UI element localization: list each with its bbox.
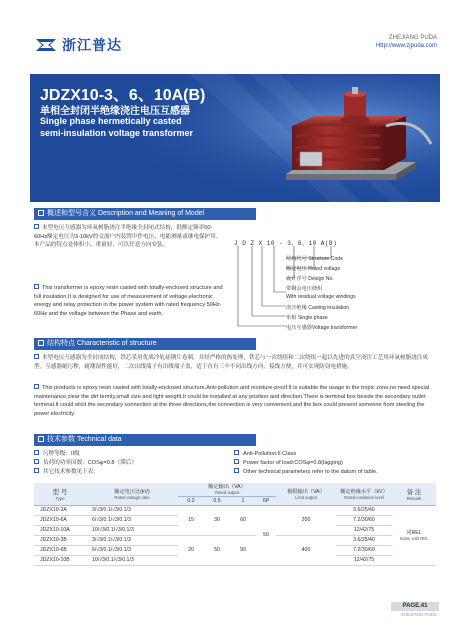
col-header-limit: 极限输出（VA） Limit output bbox=[276, 483, 336, 505]
logo-mark-icon bbox=[34, 35, 58, 55]
designation-code: J D Z X 10 - 3、6、10 A(B) bbox=[234, 240, 338, 247]
product-title-en-1: Single phase hermetically casted bbox=[40, 116, 182, 126]
company-info bbox=[376, 34, 437, 50]
tech-item-cn: 负荷的功率因数：COSφ=0.8（滞后） bbox=[43, 460, 137, 466]
designation-label: 带剩余电压绕组 bbox=[286, 286, 323, 292]
product-title-cn: 单相全封闭半绝缘浇注电压互感器 bbox=[40, 106, 190, 117]
company-logo bbox=[34, 34, 124, 56]
cell-limit: 400 bbox=[276, 535, 336, 565]
section-title-overview: 概述和型号含义 Description and Meaning of Model bbox=[47, 210, 205, 217]
cell-ratio: 6/√3/0.1/√3/0.1/3 bbox=[86, 545, 178, 555]
title-banner bbox=[30, 74, 440, 202]
accuracy-class: 0.2 bbox=[178, 496, 204, 505]
tech-item-en: Power factor of load:COSφ=0.8(lagging) bbox=[243, 460, 343, 466]
structure-en: This products is epoxy resin casted with totally-enclosed structure.Anti-pollution and moisture-proof.It is suitable the usage in the tropic zone,no need special maintenance,clear the dirt termly,small size and light weight.It could be installed at any position and direction.There is terminal box beside the secondary outlet terminal.It could elicit the secondary connection at the three directions,the connection is very convenient,and the box could present someone from steeling the power electricity. bbox=[34, 385, 430, 417]
cell-type: JDZX10-10A bbox=[34, 525, 86, 535]
cell-output-05: 50 bbox=[204, 535, 230, 565]
cell-remark: 同REL Same with REL bbox=[392, 505, 436, 565]
section-title-structure: 结构特点 Characteristic of structure bbox=[47, 340, 157, 347]
cell-ratio: 3/√3/0.1/√3/0.1/3 bbox=[86, 535, 178, 545]
cell-output-1: 60 bbox=[230, 505, 256, 535]
cell-insulation: 7.2/30/60 bbox=[336, 545, 392, 555]
section-bullet-icon bbox=[38, 436, 44, 442]
cell-ratio: 3/√3/0.1/√3/0.1/3 bbox=[86, 505, 178, 515]
cell-output-1: 90 bbox=[230, 535, 256, 565]
col-header-output: 额定输出（VA） Rated output bbox=[178, 483, 276, 496]
overview-en: This transformer is epoxy resin casted with totally-enclosed structure and full insulation.It is designed for use of measurement of voltage,electronic energy and relay protection in the power system with rated frequency 50Hz-60Hz and the voltage between the Phase and earth. bbox=[34, 285, 223, 317]
bullet-square-icon bbox=[234, 459, 239, 464]
cell-insulation: 3.6/25/40 bbox=[336, 505, 392, 515]
cell-output-02: 20 bbox=[178, 535, 204, 565]
cell-type: JDZX10-3A bbox=[34, 505, 86, 515]
product-model-title: JDZX10-3、6、10A(B) bbox=[40, 87, 206, 104]
structure-text-cn bbox=[34, 354, 436, 371]
technical-list-cn bbox=[34, 450, 137, 477]
cell-type: JDZX10-3B bbox=[34, 535, 86, 545]
product-title-en-2: semi-insulation voltage transformer bbox=[40, 128, 194, 138]
overview-text-cn bbox=[34, 224, 224, 250]
section-header-technical bbox=[34, 434, 256, 446]
accuracy-class: 6P bbox=[256, 496, 276, 505]
designation-label: With residual voltage windings bbox=[286, 294, 356, 300]
cell-insulation: 12/42/75 bbox=[336, 525, 392, 535]
tech-item-en: Anti-Pollution:II Class bbox=[243, 451, 297, 457]
bullet-square-icon bbox=[34, 284, 39, 289]
cell-insulation: 3.6/25/40 bbox=[336, 535, 392, 545]
cell-type: JDZX10-6A bbox=[34, 515, 86, 525]
col-header-type: 型 号 Type bbox=[34, 483, 86, 505]
col-header-insulation: 额定绝缘水平（kV） Rated insulation level bbox=[336, 483, 392, 505]
accuracy-class: 0.5 bbox=[204, 496, 230, 505]
bullet-square-icon bbox=[234, 450, 239, 455]
page-number: PAGE.41 bbox=[391, 602, 439, 611]
company-name: ZHEJIANG PUDA bbox=[388, 35, 437, 41]
bullet-square-icon bbox=[234, 468, 239, 473]
designation-label: 额定电压 Rated voltage bbox=[286, 266, 341, 272]
designation-label: 单相 Single phase bbox=[286, 315, 328, 321]
overview-cn: 本型电压互感器为环氧树脂浇注半绝缘全封闭式结构，供额定频率50-60Hz额定电压为3-10kV的交流户内装置中作电压、电能测量或继电保护用。本产品的特点是体积小、重量轻，可以任意方向安装。 bbox=[34, 225, 222, 249]
section-header-overview bbox=[34, 208, 256, 220]
designation-label: 结构代号 Structure Code bbox=[286, 256, 344, 262]
cell-insulation: 7.2/30/60 bbox=[336, 515, 392, 525]
bullet-square-icon bbox=[34, 354, 39, 359]
footer-company: ZHEJIANG PUDA bbox=[400, 612, 437, 617]
cell-ratio: 10/√3/0.1/√3/0.1/3 bbox=[86, 555, 178, 565]
cell-ratio: 10/√3/0.1/√3/0.1/3 bbox=[86, 525, 178, 535]
bullet-square-icon bbox=[34, 468, 39, 473]
transformer-product-image bbox=[266, 86, 440, 192]
bullet-square-icon bbox=[34, 450, 39, 455]
table-row bbox=[34, 505, 436, 515]
structure-text-en bbox=[34, 384, 436, 418]
bullet-square-icon bbox=[34, 224, 39, 229]
bullet-square-icon bbox=[34, 384, 39, 389]
section-bullet-icon bbox=[38, 340, 44, 346]
technical-data-table bbox=[34, 483, 436, 566]
col-header-remark: 备 注 Remark bbox=[392, 483, 436, 505]
accuracy-class: 1 bbox=[230, 496, 256, 505]
cell-insulation: 12/42/75 bbox=[336, 555, 392, 565]
structure-cn: 本型电压互感器为全封闭结构，铁芯采用优质冷轧硅钢片卷制，并经严格的热处理，铁芯与一次绕组和二次绕组一起以先进的真空浇注工艺用环氧树脂浇注成型。互感器耐污秽，耐潮湿性能好，二次出线端子有出线端子盖，适于直有三个不同出线方向，接线方便，并可实现防窃电措施。 bbox=[34, 355, 428, 370]
bullet-square-icon bbox=[34, 459, 39, 464]
cell-type: JDZX10-6B bbox=[34, 545, 86, 555]
cell-ratio: 6/√3/0.1/√3/0.1/3 bbox=[86, 515, 178, 525]
cell-type: JDZX10-10B bbox=[34, 555, 86, 565]
cell-limit: 200 bbox=[276, 505, 336, 535]
tech-item-cn: 污秽等级：II级 bbox=[43, 451, 80, 457]
section-title-technical: 技术参数 Technical data bbox=[47, 436, 122, 443]
tech-item-cn: 其它技术参数见下表： bbox=[43, 469, 99, 475]
cell-output-02: 15 bbox=[178, 505, 204, 535]
company-url[interactable]: Http://www.zjpuda.com bbox=[375, 43, 437, 49]
table-row bbox=[34, 535, 436, 545]
designation-label: 电压互感器Voltage transformer bbox=[286, 325, 358, 331]
section-bullet-icon bbox=[38, 210, 44, 216]
section-header-structure bbox=[34, 338, 256, 350]
technical-list-en bbox=[234, 450, 378, 477]
designation-label: 浇注绝缘 Casting insulation bbox=[286, 305, 350, 311]
logo-text: 浙江普达 bbox=[62, 37, 122, 53]
col-header-ratio: 额定电压比(kV) Rated voltage ratio bbox=[86, 483, 178, 505]
overview-text-en bbox=[34, 284, 224, 318]
tech-item-en: Other technical parameters refer to the datum of table. bbox=[243, 469, 378, 475]
cell-output-05: 30 bbox=[204, 505, 230, 535]
designation-label: 设计序号 Design No. bbox=[286, 276, 334, 282]
cell-output-6p: 50 bbox=[256, 505, 276, 565]
